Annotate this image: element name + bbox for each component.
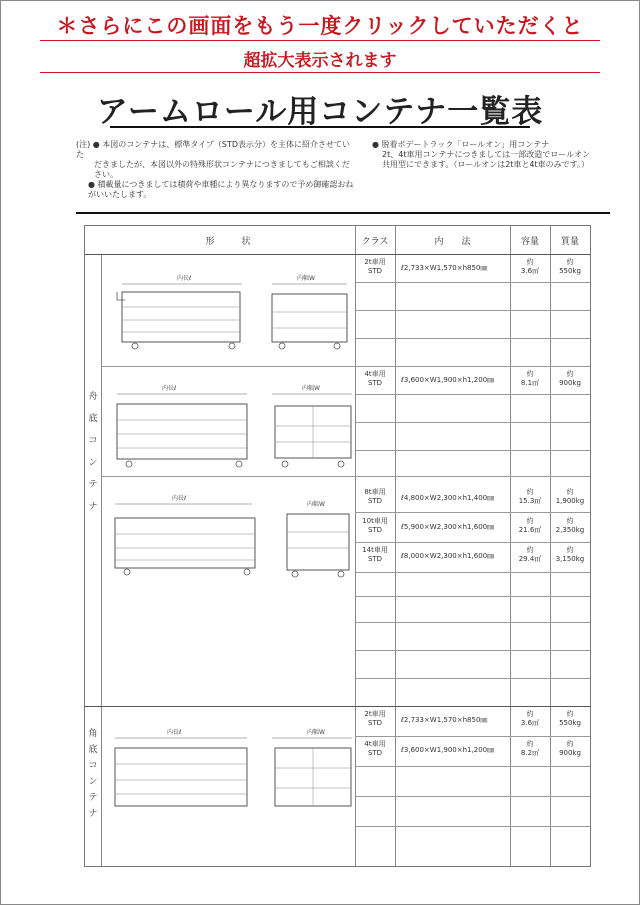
row-capacity: 約 3.6㎥ (520, 258, 540, 275)
width-label: 内幅W (307, 729, 325, 736)
row-line (355, 766, 590, 767)
page-title: アームロール用コンテナ一覧表 (96, 94, 544, 130)
row-weight: 約 550kg (559, 710, 581, 727)
length-label: 内長ℓ (177, 275, 192, 282)
row-line (355, 282, 590, 283)
row-line (355, 450, 590, 451)
row-capacity: 約 15.3㎥ (518, 488, 542, 505)
row-line (355, 512, 590, 513)
container-drawing-square (107, 718, 352, 818)
note-line: 共用型にできます。（ロールオンは2t車と4t車のみです。） (382, 160, 590, 169)
row-capacity: 約 3.6㎥ (520, 710, 540, 727)
row-dimensions: ℓ4,800×W2,300×h1,400㎜ (401, 494, 495, 502)
length-label: 内長ℓ (167, 729, 182, 736)
row-class: 14t車用 STD (362, 546, 388, 563)
notice-underline-2 (40, 72, 600, 73)
note-line: だきましたが、本図以外の特殊形状コンテナにつきましてもご相談くだ (94, 160, 350, 169)
row-line (355, 366, 590, 367)
click-notice-line2[interactable]: 超拡大表示されます (243, 51, 397, 71)
note-line: ● 積載量につきましては積荷や車種により異なりますので予め御確認おねがいいたします。 (88, 180, 354, 199)
length-label: 内長ℓ (162, 385, 177, 392)
header-weight: 質量 (560, 237, 579, 247)
length-label: 内長ℓ (172, 495, 187, 502)
group-label-square-bottom: 角底コンテナ (88, 729, 98, 819)
title-underline (110, 126, 530, 128)
header-class: クラス (361, 237, 389, 247)
row-weight: 約 900kg (559, 740, 581, 757)
row-line (355, 622, 590, 623)
row-weight: 約 1,900kg (555, 488, 585, 505)
row-line (355, 796, 590, 797)
row-line (355, 736, 590, 737)
row-line (355, 572, 590, 573)
row-line (355, 826, 590, 827)
row-dimensions: ℓ5,900×W2,300×h1,600㎜ (401, 523, 495, 531)
row-line (355, 310, 590, 311)
row-class: 4t車用 STD (364, 370, 386, 387)
section-rule (76, 212, 610, 214)
row-line (355, 650, 590, 651)
container-drawing-4t-boat (107, 374, 352, 474)
notes-right (372, 140, 612, 170)
group-col-line (101, 254, 102, 866)
note-line: 2t、4t車用コンテナにつきましては一部改造でロールオン (382, 150, 591, 159)
note-line: ● 脱着ボデートラック「ロールオン」用コンテナ (372, 140, 550, 149)
row-capacity: 約 21.6㎥ (518, 517, 542, 534)
row-class: 8t車用 STD (364, 488, 386, 505)
container-table (84, 225, 591, 867)
header-rule (85, 254, 590, 255)
row-line (355, 422, 590, 423)
container-drawing-large-boat (107, 484, 352, 584)
row-line (355, 678, 590, 679)
shape-separator (101, 366, 355, 367)
row-line (355, 476, 590, 477)
row-weight: 約 900kg (559, 370, 581, 387)
row-capacity: 約 29.4㎥ (518, 546, 542, 563)
row-weight: 約 2,350kg (555, 517, 585, 534)
note-line: (注) ● 本図のコンテナは、標準タイプ（STD表示分）を主体に紹介させていた (76, 140, 351, 159)
row-dimensions: ℓ8,000×W2,300×h1,600㎜ (401, 552, 495, 560)
note-line: さい。 (94, 170, 118, 179)
click-notice-line1[interactable]: ＊さらにこの画面をもう一度クリックしていただくと (56, 13, 584, 38)
width-label: 内幅W (307, 501, 325, 508)
header-dimensions: 内 法 (434, 237, 471, 247)
row-dimensions: ℓ3,600×W1,900×h1,200㎜ (401, 376, 495, 384)
row-class: 10t車用 STD (362, 517, 388, 534)
row-class: 4t車用 STD (364, 740, 386, 757)
container-drawing-2t-boat (107, 262, 352, 362)
row-weight: 約 550kg (559, 258, 581, 275)
row-weight: 約 3,150kg (555, 546, 585, 563)
notice-underline-1 (40, 40, 600, 41)
row-dimensions: ℓ2,733×W1,570×h850㎜ (401, 264, 488, 272)
shape-separator (101, 476, 355, 477)
notes-left (76, 140, 356, 200)
width-label: 内幅W (302, 385, 320, 392)
row-dimensions: ℓ3,600×W1,900×h1,200㎜ (401, 746, 495, 754)
header-shape: 形 状 (205, 237, 251, 247)
row-capacity: 約 8.1㎥ (520, 370, 540, 387)
row-line (355, 542, 590, 543)
width-label: 内幅W (297, 275, 315, 282)
row-line (355, 596, 590, 597)
class-col-line (395, 226, 396, 866)
header-capacity: 容量 (520, 237, 539, 247)
row-line (355, 394, 590, 395)
row-dimensions: ℓ2,733×W1,570×h850㎜ (401, 716, 488, 724)
row-line (355, 338, 590, 339)
row-capacity: 約 8.2㎥ (520, 740, 540, 757)
group-label-boat-bottom: 舟底コンテナ (88, 392, 98, 512)
row-class: 2t車用 STD (364, 710, 386, 727)
row-class: 2t車用 STD (364, 258, 386, 275)
group-separator (85, 706, 590, 707)
